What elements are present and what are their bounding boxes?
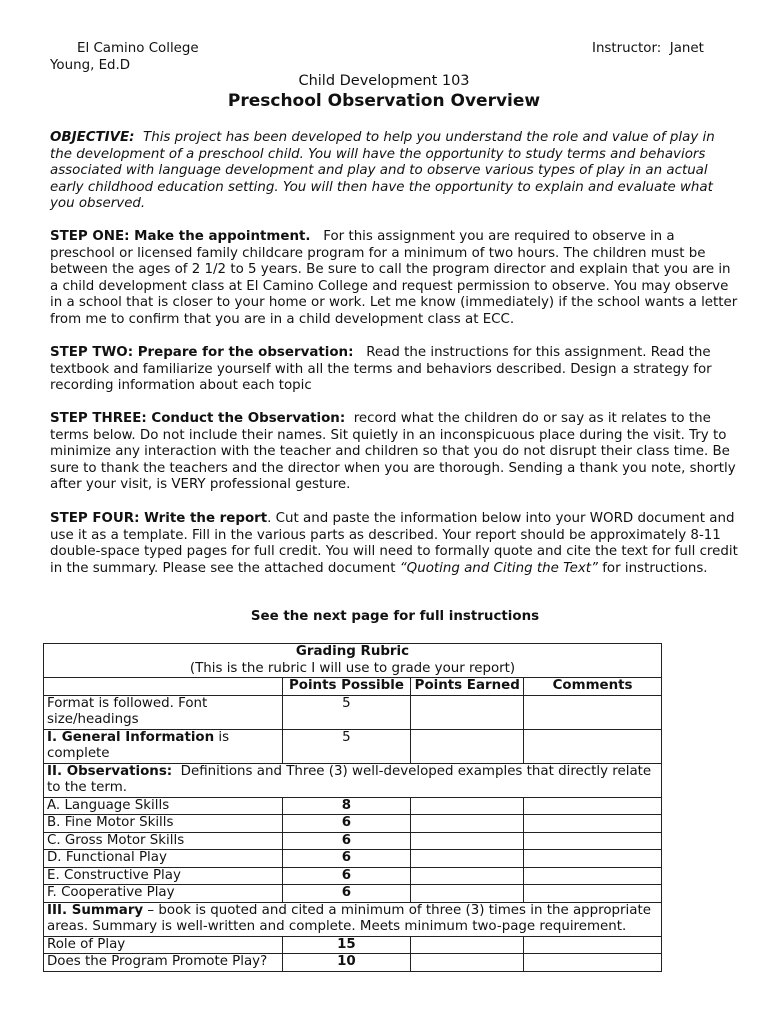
- general-info-label: I. General Information: [47, 729, 215, 745]
- instructor-name: Janet: [669, 41, 704, 56]
- general-info-rest: is complete: [47, 729, 230, 761]
- row-label: C. Gross Motor Skills: [44, 832, 283, 850]
- step-four-paragraph: [50, 511, 740, 577]
- table-row: [44, 815, 662, 833]
- comments-cell: [524, 936, 662, 954]
- row-label: B. Fine Motor Skills: [44, 815, 283, 833]
- points-possible: 6: [282, 850, 411, 868]
- summary-section-row: [44, 902, 662, 936]
- header-comments: Comments: [524, 678, 662, 696]
- objective-paragraph: [50, 130, 740, 213]
- points-possible: 5: [282, 729, 411, 763]
- row-label: Format is followed. Font size/headings: [44, 695, 283, 729]
- row-label: Role of Play: [44, 936, 283, 954]
- observations-section-row: [44, 763, 662, 797]
- points-possible: 6: [282, 885, 411, 903]
- observations-text: Definitions and Three (3) well-developed examples that directly relate to the term.: [47, 763, 652, 795]
- points-earned-cell: [411, 867, 524, 885]
- points-possible: 10: [282, 954, 411, 972]
- points-earned-cell: [411, 954, 524, 972]
- observations-label: II. Observations:: [47, 763, 173, 779]
- comments-cell: [524, 832, 662, 850]
- points-earned-cell: [411, 815, 524, 833]
- summary-text: – book is quoted and cited a minimum of three (3) times in the appropriate areas. Summary is well-written and complete. Meets minimum two-page requirement.: [47, 902, 651, 934]
- table-row: [44, 885, 662, 903]
- table-row: [44, 797, 662, 815]
- points-earned-cell: [411, 832, 524, 850]
- row-label: Does the Program Promote Play?: [44, 954, 283, 972]
- points-possible: 15: [282, 936, 411, 954]
- rubric-title: Grading Rubric: [295, 644, 410, 659]
- observations-section-cell: [44, 763, 662, 797]
- step-one-label: STEP ONE: Make the appointment.: [50, 229, 311, 244]
- step-two-paragraph: [50, 345, 740, 395]
- course-name: Child Development 103: [298, 73, 470, 89]
- row-label: [44, 729, 283, 763]
- table-row: [44, 832, 662, 850]
- header-blank-cell: [44, 678, 283, 696]
- objective-label: OBJECTIVE:: [50, 130, 135, 145]
- comments-cell: [524, 729, 662, 763]
- summary-label: III. Summary: [47, 902, 144, 918]
- comments-cell: [524, 850, 662, 868]
- page-title: Preschool Observation Overview: [227, 91, 541, 111]
- step-four-text: . Cut and paste the information below into your WORD document and use it as a template. Fill in the various parts as described. Your report should be approximately 8-11 double-space typed pages for full credit. You will need to formally quote and cite the text for full credit in the summary. Please see the attached document: [50, 511, 738, 576]
- next-page-note: See the next page for full instructions: [250, 609, 540, 624]
- points-earned-cell: [411, 850, 524, 868]
- comments-cell: [524, 885, 662, 903]
- row-label: E. Constructive Play: [44, 867, 283, 885]
- step-three-label: STEP THREE: Conduct the Observation:: [50, 411, 346, 426]
- comments-cell: [524, 954, 662, 972]
- instructor-name-continued: Young, Ed.D: [50, 58, 131, 73]
- points-earned-cell: [411, 695, 524, 729]
- objective-text: This project has been developed to help you understand the role and value of play in the development of a preschool child. You will have the opportunity to study terms and behaviors associated with language development and play and to observe various types of play in an actual early childhood education setting. You will then have the opportunity to explain and evaluate what you observed.: [50, 130, 715, 211]
- points-earned-cell: [411, 729, 524, 763]
- attached-document-title: “Quoting and Citing the Text”: [399, 560, 598, 576]
- step-three-text: record what the children do or say as it relates to the terms below. Do not include their names. Sit quietly in an inconspicuous place during the visit. Try to minimize any interaction with the teacher and children so that you do not disrupt their class time. Be sure to thank the teachers and the director when you are thorough. Sending a thank you note, shortly after your visit, is VERY professional gesture.: [50, 411, 736, 492]
- table-row: [44, 954, 662, 972]
- rubric-title-row: [44, 644, 662, 678]
- comments-cell: [524, 815, 662, 833]
- points-possible: 6: [282, 832, 411, 850]
- header-points-possible: Points Possible: [282, 678, 411, 696]
- step-three-paragraph: [50, 411, 740, 494]
- points-possible: 6: [282, 867, 411, 885]
- step-two-label: STEP TWO: Prepare for the observation:: [50, 345, 354, 360]
- step-one-paragraph: [50, 229, 740, 328]
- step-two-text: Read the instructions for this assignment. Read the textbook and familiarize yourself with all the terms and behaviors described. Design a strategy for recording information about each topic: [50, 345, 712, 393]
- comments-cell: [524, 797, 662, 815]
- instructor-label: Instructor:: [592, 41, 662, 56]
- step-one-text: For this assignment you are required to observe in a preschool or licensed family childcare program for a minimum of two hours. The children must be between the ages of 2 1/2 to 5 years. Be sure to call the program director and explain that you are in a child development class at El Camino College and request permission to observe. You may observe in a school that is closer to your home or work. Let me know (immediately) if the school wants a letter from me to confirm that you are in a child development class at ECC.: [50, 229, 738, 327]
- header-right: [592, 40, 704, 57]
- row-label: D. Functional Play: [44, 850, 283, 868]
- step-four-tail: for instructions.: [602, 560, 708, 576]
- comments-cell: [524, 867, 662, 885]
- points-earned-cell: [411, 936, 524, 954]
- table-row: [44, 850, 662, 868]
- comments-cell: [524, 695, 662, 729]
- points-earned-cell: [411, 885, 524, 903]
- step-four-label: STEP FOUR: Write the report: [50, 511, 268, 526]
- rubric-header-row: [44, 678, 662, 696]
- table-row: [44, 729, 662, 763]
- row-label: F. Cooperative Play: [44, 885, 283, 903]
- rubric-title-cell: [44, 644, 662, 678]
- grading-rubric-table: [43, 643, 662, 972]
- college-name: El Camino College: [77, 41, 199, 56]
- points-possible: 8: [282, 797, 411, 815]
- rubric-subtitle: (This is the rubric I will use to grade your report): [189, 660, 516, 676]
- table-row: [44, 936, 662, 954]
- points-possible: 6: [282, 815, 411, 833]
- header-points-earned: Points Earned: [411, 678, 524, 696]
- points-earned-cell: [411, 797, 524, 815]
- table-row: [44, 695, 662, 729]
- row-label: A. Language Skills: [44, 797, 283, 815]
- header-left: [50, 40, 199, 74]
- table-row: [44, 867, 662, 885]
- points-possible: 5: [282, 695, 411, 729]
- summary-section-cell: [44, 902, 662, 936]
